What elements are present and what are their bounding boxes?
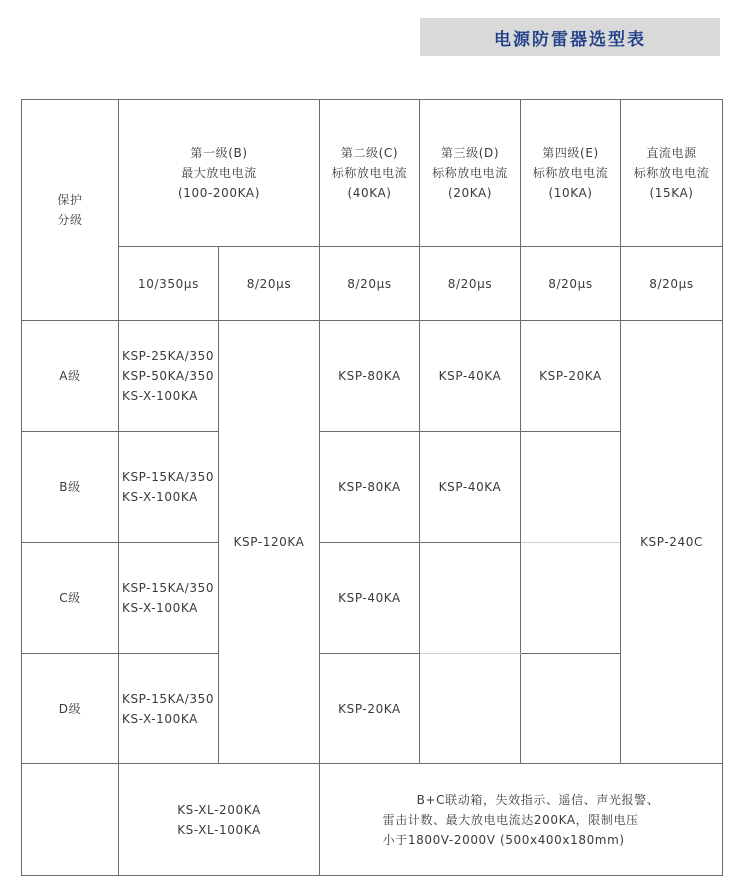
header-text: 第一级(B) bbox=[190, 146, 248, 160]
level1-8-20-merged-cell: KSP-120KA bbox=[219, 321, 320, 764]
header-text: 标称放电电流 bbox=[432, 166, 508, 180]
note-text: 雷击计数、最大放电电流达200KA，限制电压 bbox=[382, 812, 639, 827]
waveform-cell: 8/20μs bbox=[420, 247, 521, 321]
page-title: 电源防雷器选型表 bbox=[494, 29, 646, 50]
level1-10-350-cell bbox=[119, 321, 219, 432]
model-text: KSP-15KA/350 bbox=[122, 470, 215, 484]
level4-cell bbox=[521, 654, 621, 764]
waveform-cell: 8/20μs bbox=[219, 247, 320, 321]
level1-10-350-cell bbox=[119, 654, 219, 764]
footer-label-cell bbox=[22, 764, 119, 876]
level3-cell bbox=[420, 654, 521, 764]
header-text: (40KA) bbox=[347, 186, 392, 200]
footer-models-cell bbox=[119, 764, 320, 876]
header-text: 标称放电电流 bbox=[633, 166, 710, 180]
model-text: KS-X-100KA bbox=[122, 389, 198, 403]
note-text: B+C联动箱，失效指示、遥信、声光报警、 bbox=[416, 792, 660, 807]
level4-cell bbox=[521, 432, 621, 543]
row-label: D级 bbox=[22, 654, 119, 764]
protection-level-header bbox=[22, 100, 119, 321]
title-banner bbox=[420, 18, 720, 56]
level4-cell bbox=[521, 543, 621, 654]
header-text: 直流电源 bbox=[646, 146, 697, 160]
model-text: KS-X-100KA bbox=[122, 601, 198, 615]
dc-header bbox=[621, 100, 723, 247]
level2-cell: KSP-40KA bbox=[320, 543, 420, 654]
table-row bbox=[22, 654, 723, 764]
dc-merged-cell: KSP-240C bbox=[621, 321, 723, 764]
level1-10-350-cell bbox=[119, 432, 219, 543]
footer-note bbox=[383, 790, 660, 850]
model-text: KS-XL-200KA bbox=[177, 802, 261, 817]
level3-header bbox=[420, 100, 521, 247]
level2-cell: KSP-80KA bbox=[320, 321, 420, 432]
level3-cell: KSP-40KA bbox=[420, 321, 521, 432]
row-label: B级 bbox=[22, 432, 119, 543]
model-text: KS-XL-100KA bbox=[177, 822, 261, 837]
header-text: 第三级(D) bbox=[440, 146, 500, 160]
header-text: 标称放电电流 bbox=[331, 166, 408, 180]
header-text: (10KA) bbox=[548, 186, 593, 200]
level2-cell: KSP-20KA bbox=[320, 654, 420, 764]
level2-cell: KSP-80KA bbox=[320, 432, 420, 543]
note-text: 小于1800V-2000V (500x400x180mm) bbox=[382, 832, 625, 847]
model-text: KS-X-100KA bbox=[122, 711, 198, 726]
selection-table bbox=[21, 99, 723, 876]
model-text: KSP-25KA/350 bbox=[122, 349, 215, 363]
level3-cell: KSP-40KA bbox=[420, 432, 521, 543]
header-text: (15KA) bbox=[649, 186, 694, 200]
row-label: C级 bbox=[22, 543, 119, 654]
header-text: (20KA) bbox=[447, 186, 493, 200]
table-row bbox=[22, 543, 723, 654]
table-row bbox=[22, 321, 723, 432]
header-text: 最大放电电流 bbox=[181, 166, 257, 180]
model-text: KSP-15KA/350 bbox=[122, 581, 215, 595]
model-text: KS-X-100KA bbox=[122, 490, 198, 504]
header-text: 分级 bbox=[57, 213, 83, 227]
model-text: KSP-15KA/350 bbox=[122, 691, 215, 706]
waveform-row bbox=[22, 247, 723, 321]
model-text: KSP-50KA/350 bbox=[122, 369, 215, 383]
header-row bbox=[22, 100, 723, 247]
header-text: 第四级(E) bbox=[542, 146, 599, 160]
level1-header bbox=[119, 100, 320, 247]
header-text: 保护 bbox=[57, 193, 83, 207]
footer-row bbox=[22, 764, 723, 876]
level4-cell: KSP-20KA bbox=[521, 321, 621, 432]
waveform-cell: 10/350μs bbox=[119, 247, 219, 321]
level4-header bbox=[521, 100, 621, 247]
footer-note-cell bbox=[320, 764, 723, 876]
level2-header bbox=[320, 100, 420, 247]
table-row bbox=[22, 432, 723, 543]
level3-cell bbox=[420, 543, 521, 654]
waveform-cell: 8/20μs bbox=[320, 247, 420, 321]
waveform-cell: 8/20μs bbox=[521, 247, 621, 321]
header-text: 标称放电电流 bbox=[532, 166, 609, 180]
header-text: 第二级(C) bbox=[340, 146, 399, 160]
header-text: (100-200KA) bbox=[178, 186, 260, 200]
level1-10-350-cell bbox=[119, 543, 219, 654]
waveform-cell: 8/20μs bbox=[621, 247, 723, 321]
row-label: A级 bbox=[22, 321, 119, 432]
